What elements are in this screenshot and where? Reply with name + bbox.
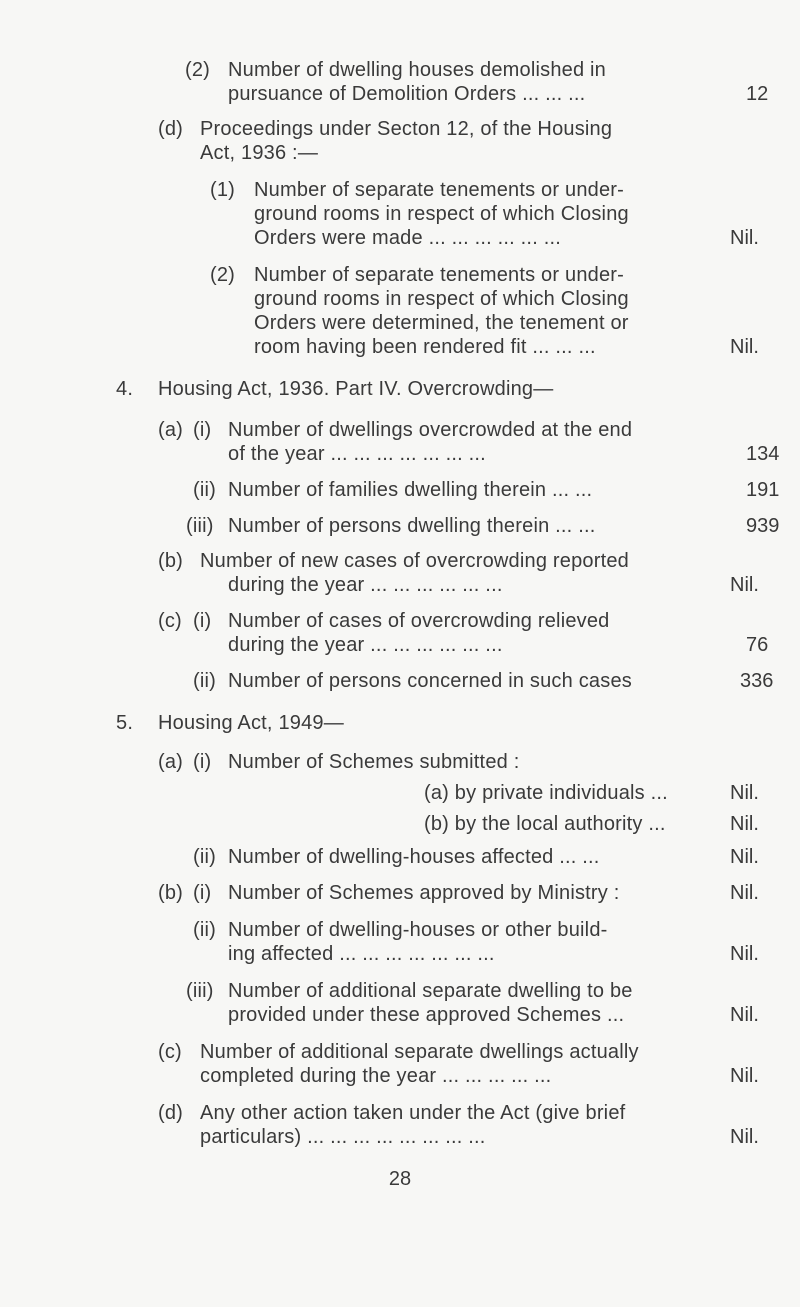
item-value: Nil. [730, 813, 759, 835]
item-text: provided under these approved Schemes ... [228, 1004, 625, 1026]
item-label: (iii) [186, 515, 214, 537]
section-number: 5. [116, 712, 134, 734]
item-value: Nil. [730, 1065, 759, 1087]
item-text: ing affected ... ... ... ... ... ... ... [228, 943, 495, 965]
item-value: Nil. [730, 574, 759, 596]
item-label: (i) [193, 882, 212, 904]
item-text: Number of additional separate dwelling to be [228, 980, 633, 1002]
item-text: Orders were made ... ... ... ... ... ... [254, 227, 561, 249]
section-number: 4. [116, 378, 134, 400]
item-label: (a) [158, 751, 184, 773]
item-text: Number of persons dwelling therein ... ... [228, 515, 596, 537]
section-heading: Housing Act, 1936. Part IV. Overcrowding— [158, 378, 554, 400]
item-label: (2) [185, 59, 211, 81]
item-text: Number of cases of overcrowding relieved [228, 610, 610, 632]
item-text: Number of separate tenements or under- [254, 179, 625, 201]
item-text: during the year ... ... ... ... ... ... [228, 574, 503, 596]
item-label: (ii) [193, 479, 217, 501]
item-label: (i) [193, 610, 212, 632]
section-heading: Housing Act, 1949— [158, 712, 344, 734]
item-value: 191 [746, 479, 780, 501]
item-value: 939 [746, 515, 780, 537]
item-label: (1) [210, 179, 236, 201]
item-value: Nil. [730, 1126, 759, 1148]
item-label: (b) [158, 882, 184, 904]
item-label: (2) [210, 264, 236, 286]
item-label: (b) [158, 550, 184, 572]
item-text: pursuance of Demolition Orders ... ... ... [228, 83, 586, 105]
item-label: (ii) [193, 919, 217, 941]
item-value: Nil. [730, 943, 759, 965]
item-value: 12 [746, 83, 769, 105]
item-text: Number of Schemes submitted : [228, 751, 520, 773]
item-text: Number of persons concerned in such cases [228, 670, 632, 692]
item-text: Number of dwelling houses demolished in [228, 59, 607, 81]
item-label: (iii) [186, 980, 214, 1002]
item-text: Number of families dwelling therein ... ... [228, 479, 593, 501]
item-text: (b) by the local authority ... [424, 813, 666, 835]
item-text: Number of new cases of overcrowding reported [200, 550, 630, 572]
item-label: (ii) [193, 846, 217, 868]
item-text: Number of dwelling-houses or other build- [228, 919, 608, 941]
item-value: 76 [746, 634, 769, 656]
item-label: (i) [193, 419, 212, 441]
item-text: (a) by private individuals ... [424, 782, 668, 804]
item-text: Proceedings under Secton 12, of the Housing [200, 118, 613, 140]
item-text: Number of Schemes approved by Ministry : [228, 882, 620, 904]
item-text: during the year ... ... ... ... ... ... [228, 634, 503, 656]
item-label: (c) [158, 610, 182, 632]
item-text: Act, 1936 :— [200, 142, 319, 164]
item-label: (a) [158, 419, 184, 441]
item-value: 336 [740, 670, 774, 692]
item-text: Number of dwellings overcrowded at the end [228, 419, 633, 441]
item-label: (c) [158, 1041, 182, 1063]
item-text: Orders were determined, the tenement or [254, 312, 629, 334]
item-text: Number of additional separate dwellings actually [200, 1041, 639, 1063]
page-number: 28 [388, 1168, 412, 1190]
item-text: Any other action taken under the Act (give brief [200, 1102, 626, 1124]
item-text: ground rooms in respect of which Closing [254, 203, 629, 225]
item-value: Nil. [730, 1004, 759, 1026]
item-label: (ii) [193, 670, 217, 692]
item-label: (d) [158, 118, 184, 140]
item-text: of the year ... ... ... ... ... ... ... [228, 443, 486, 465]
item-text: completed during the year ... ... ... ... ... [200, 1065, 552, 1087]
item-value: Nil. [730, 846, 759, 868]
item-text: Number of separate tenements or under- [254, 264, 625, 286]
item-value: Nil. [730, 336, 759, 358]
item-value: 134 [746, 443, 780, 465]
item-text: ground rooms in respect of which Closing [254, 288, 629, 310]
item-label: (i) [193, 751, 212, 773]
item-text: room having been rendered fit ... ... ... [254, 336, 596, 358]
item-text: Number of dwelling-houses affected ... ... [228, 846, 600, 868]
item-text: particulars) ... ... ... ... ... ... ... ... [200, 1126, 486, 1148]
item-value: Nil. [730, 227, 759, 249]
item-value: Nil. [730, 882, 759, 904]
item-value: Nil. [730, 782, 759, 804]
item-label: (d) [158, 1102, 184, 1124]
